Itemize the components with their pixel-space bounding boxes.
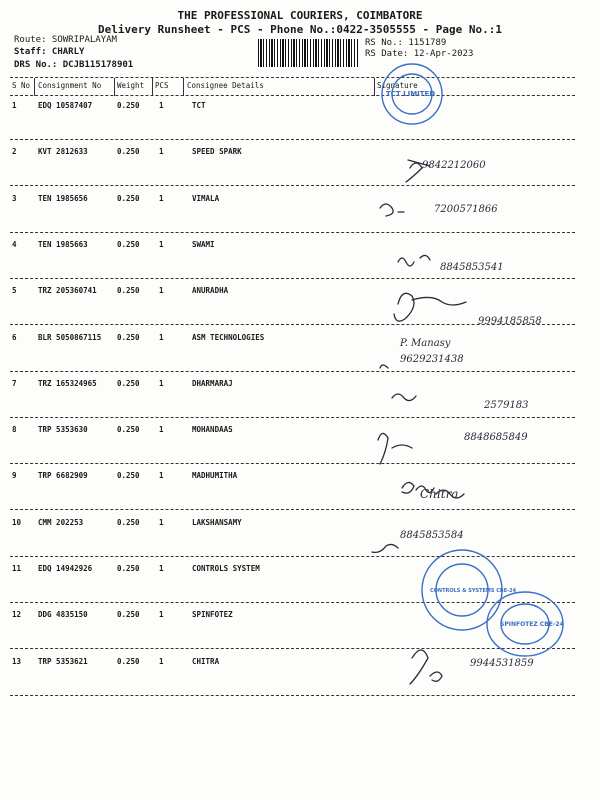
weight-value: 0.250 xyxy=(117,147,140,157)
pcs-value: 1 xyxy=(159,239,164,249)
row-divider xyxy=(10,556,575,557)
consignee-name: DHARMARAJ xyxy=(192,378,233,388)
stamp-text: SPINFOTEZ CBE-24 xyxy=(500,621,564,628)
col-divider xyxy=(152,78,153,96)
consignment-number: TRP 6682909 xyxy=(38,471,88,481)
header-bottom-rule xyxy=(10,95,575,96)
pcs-value: 1 xyxy=(159,147,164,157)
handwritten-phone: 8848685849 xyxy=(464,432,528,443)
row-sno: 8 xyxy=(12,425,17,435)
col-divider xyxy=(183,78,184,96)
col-header-pcs: PCS xyxy=(155,81,169,90)
pcs-value: 1 xyxy=(159,656,164,666)
handwritten-phone: 9994185858 xyxy=(478,316,542,327)
row-sno: 6 xyxy=(12,332,17,342)
col-header-consignee: Consignee Details xyxy=(187,81,264,90)
row-sno: 13 xyxy=(12,656,22,666)
row-sno: 12 xyxy=(12,610,22,620)
handwritten-phone: 2579183 xyxy=(484,400,529,411)
weight-value: 0.250 xyxy=(117,193,140,203)
row-divider xyxy=(10,139,575,140)
weight-value: 0.250 xyxy=(117,564,140,573)
consignee-name: TCT xyxy=(192,101,206,110)
stamp-text: CONTROLS & SYSTEMS CBE-24 xyxy=(430,588,517,594)
consignee-name: SWAMI xyxy=(192,239,215,249)
weight-value: 0.250 xyxy=(117,332,140,342)
route-label: Route: SOWRIPALAYAM xyxy=(14,35,117,45)
weight-value: 0.250 xyxy=(117,101,140,110)
consignment-number: TRP 5353630 xyxy=(38,425,88,435)
handwritten-name: P. Manasy xyxy=(400,338,451,349)
pcs-value: 1 xyxy=(159,517,164,527)
consignment-number: DDG 4835150 xyxy=(38,610,88,620)
col-header-weight: Weight xyxy=(117,81,145,90)
consignment-number: TEN 1985656 xyxy=(38,193,88,203)
consignment-number: EDQ 10587407 xyxy=(38,101,93,110)
handwritten-phone: 8845853541 xyxy=(440,262,504,273)
row-sno: 4 xyxy=(12,239,17,249)
handwritten-phone: 7200571866 xyxy=(434,204,498,215)
consignee-name: SPINFOTEZ xyxy=(192,610,233,620)
row-divider xyxy=(10,602,575,603)
consignee-name: MOHANDAAS xyxy=(192,425,233,435)
consignment-number: KVT 2812633 xyxy=(38,147,88,157)
row-sno: 3 xyxy=(12,193,17,203)
consignee-name: VIMALA xyxy=(192,193,220,203)
stamp-circle xyxy=(422,550,502,630)
row-divider xyxy=(10,463,575,464)
drs-number: DRS No.: DCJB115178901 xyxy=(14,60,134,70)
col-header-consignment: Consignment No xyxy=(38,81,102,90)
pcs-value: 1 xyxy=(159,610,164,620)
col-divider xyxy=(374,78,375,96)
runsheet-subtitle: Delivery Runsheet - PCS - Phone No.:0422-3505555 - Page No.:1 xyxy=(98,23,502,36)
pcs-value: 1 xyxy=(159,378,164,388)
stamp-text: TCT LIMITED xyxy=(386,90,436,98)
col-divider xyxy=(34,78,35,96)
consignee-name: CONTROLS SYSTEM xyxy=(192,564,260,573)
weight-value: 0.250 xyxy=(117,425,140,435)
col-header-signature: Signature xyxy=(377,81,418,90)
weight-value: 0.250 xyxy=(117,286,140,296)
row-sno: 7 xyxy=(12,378,17,388)
weight-value: 0.250 xyxy=(117,471,140,481)
row-divider xyxy=(10,324,575,325)
consignment-number: EDQ 14942926 xyxy=(38,564,93,573)
weight-value: 0.250 xyxy=(117,378,140,388)
consignment-number: TRZ 205360741 xyxy=(38,286,97,296)
weight-value: 0.250 xyxy=(117,656,140,666)
col-divider xyxy=(114,78,115,96)
pcs-value: 1 xyxy=(159,101,164,110)
pcs-value: 1 xyxy=(159,471,164,481)
row-sno: 9 xyxy=(12,471,17,481)
consignee-name: ANURADHA xyxy=(192,286,229,296)
handwritten-name: Chitra xyxy=(420,487,459,501)
consignee-name: SPEED SPARK xyxy=(192,147,242,157)
consignment-number: TRZ 165324965 xyxy=(38,378,97,388)
row-divider xyxy=(10,371,575,372)
row-divider xyxy=(10,185,575,186)
col-header-sno: S No xyxy=(12,81,31,90)
consignment-number: TRP 5353621 xyxy=(38,656,88,666)
weight-value: 0.250 xyxy=(117,239,140,249)
row-divider xyxy=(10,695,575,696)
pcs-value: 1 xyxy=(159,286,164,296)
handwritten-phone: 9842212060 xyxy=(422,160,486,171)
pcs-value: 1 xyxy=(159,425,164,435)
row-sno: 5 xyxy=(12,286,17,296)
row-sno: 1 xyxy=(12,101,17,110)
header-top-rule xyxy=(10,77,575,78)
rs-number: RS No.: 1151789 xyxy=(365,38,447,48)
row-sno: 2 xyxy=(12,147,17,157)
pcs-value: 1 xyxy=(159,332,164,342)
rs-date: RS Date: 12-Apr-2023 xyxy=(365,49,474,59)
handwritten-phone: 9629231438 xyxy=(400,354,464,365)
stamp-circle xyxy=(382,64,442,124)
row-sno: 10 xyxy=(12,517,22,527)
weight-value: 0.250 xyxy=(117,517,140,527)
pcs-value: 1 xyxy=(159,193,164,203)
row-divider xyxy=(10,417,575,418)
handwritten-phone: 9944531859 xyxy=(470,658,534,669)
consignment-number: CMM 202253 xyxy=(38,517,84,527)
row-divider xyxy=(10,232,575,233)
consignee-name: CHITRA xyxy=(192,656,220,666)
row-divider xyxy=(10,648,575,649)
consignment-number: BLR 5050867115 xyxy=(38,332,102,342)
consignee-name: MADHUMITHA xyxy=(192,471,238,481)
consignee-name: ASM TECHNOLOGIES xyxy=(192,332,265,342)
pcs-value: 1 xyxy=(159,564,164,573)
row-divider xyxy=(10,509,575,510)
weight-value: 0.250 xyxy=(117,610,140,620)
barcode xyxy=(258,39,358,67)
handwritten-phone: 8845853584 xyxy=(400,530,464,541)
staff-label: Staff: CHARLY xyxy=(14,47,85,57)
row-sno: 11 xyxy=(12,564,22,573)
consignment-number: TEN 1985663 xyxy=(38,239,88,249)
company-title: THE PROFESSIONAL COURIERS, COIMBATORE xyxy=(177,9,423,22)
consignee-name: LAKSHANSAMY xyxy=(192,517,242,527)
row-divider xyxy=(10,278,575,279)
